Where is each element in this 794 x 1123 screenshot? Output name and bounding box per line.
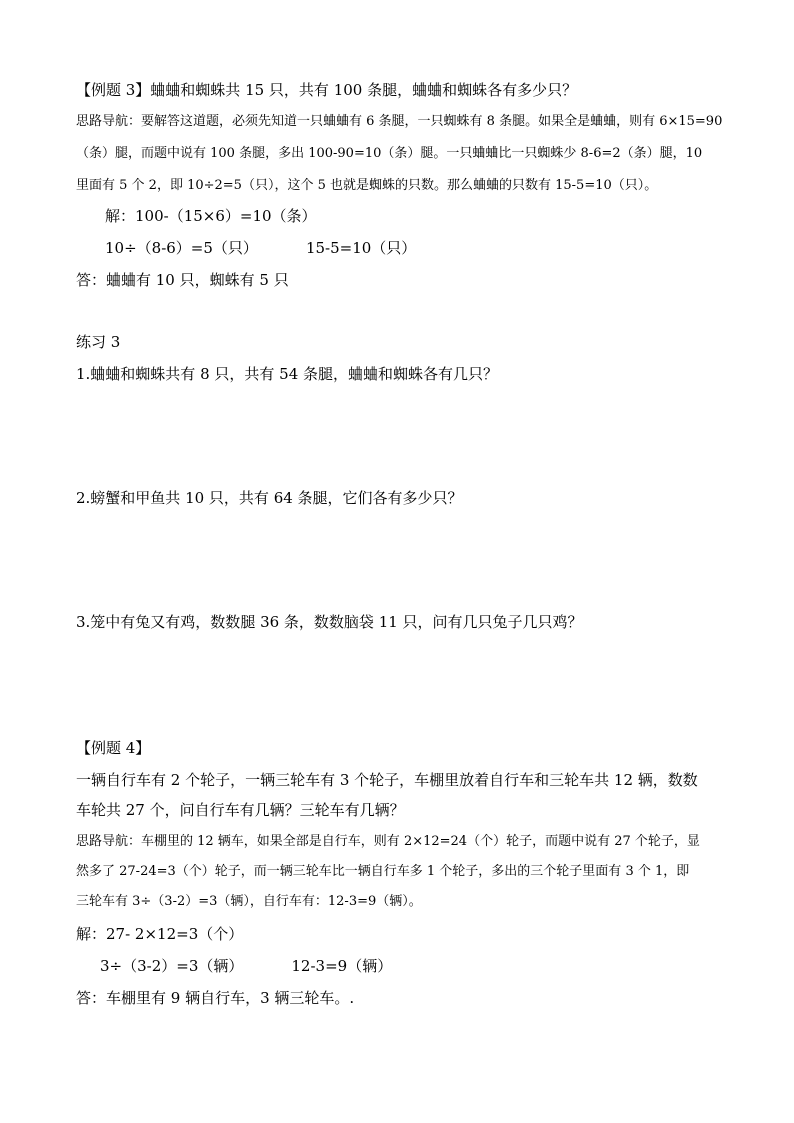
example4-hint-line-1: 思路导航：车棚里的 12 辆车，如果全部是自行车，则有 2×12=24（个）轮子，而题中说有 27 个轮子，显	[76, 834, 700, 849]
practice3-title: 练习 3	[76, 333, 121, 351]
example3-solution-step-2b: 15-5=10（只）	[305, 239, 417, 257]
example4-solution-step-2a: 3÷（3-2）=3（辆）	[100, 957, 244, 975]
example3-hint-line-1: 思路导航：要解答这道题，必须先知道一只蛐蛐有 6 条腿，一只蜘蛛有 8 条腿。如果全是蛐蛐，则有 6×15=90	[76, 114, 723, 129]
example4-hint-line-2: 然多了 27-24=3（个）轮子，而一辆三轮车比一辆自行车多 1 个轮子，多出的三个轮子里面有 3 个 1，即	[76, 864, 690, 879]
example3-solution-step-2a: 10÷（8-6）=5（只）	[105, 239, 258, 257]
example4-solution-step-2b: 12-3=9（辆）	[291, 957, 393, 975]
example4-title: 【例题 4】	[76, 739, 151, 757]
example3-hint-line-2: （条）腿，而题中说有 100 条腿，多出 100-90=10（条）腿。一只蛐蛐比一只蜘蛛少 8-6=2（条）腿，10	[76, 146, 703, 161]
example4-problem-line-2: 车轮共 27 个，问自行车有几辆？三轮车有几辆？	[76, 801, 405, 819]
example3-answer: 答：蛐蛐有 10 只，蜘蛛有 5 只	[76, 271, 289, 289]
example4-hint-line-3: 三轮车有 3÷（3-2）=3（辆），自行车有：12-3=9（辆）。	[76, 894, 422, 909]
example3-solution-line-2	[105, 238, 416, 258]
practice3-question-2: 2.螃蟹和甲鱼共 10 只，共有 64 条腿，它们各有多少只？	[76, 489, 463, 507]
example4-solution-line-2	[100, 956, 392, 976]
example4-problem-line-1: 一辆自行车有 2 个轮子，一辆三轮车有 3 个轮子，车棚里放着自行车和三轮车共 12 辆，数数	[76, 771, 698, 789]
example4-solution-line-1: 解：27- 2×12=3（个）	[76, 925, 244, 943]
practice3-question-3: 3.笼中有兔又有鸡，数数腿 36 条，数数脑袋 11 只，问有几只兔子几只鸡？	[76, 613, 583, 631]
example3-solution-line-1: 解：100-（15×6）=10（条）	[105, 207, 317, 225]
example3-title: 【例题 3】蛐蛐和蜘蛛共 15 只，共有 100 条腿，蛐蛐和蜘蛛各有多少只？	[76, 81, 578, 99]
example3-hint-line-3: 里面有 5 个 2，即 10÷2=5（只），这个 5 也就是蜘蛛的只数。那么蛐蛐的只数有 15-5=10（只）。	[76, 178, 658, 193]
practice3-question-1: 1.蛐蛐和蜘蛛共有 8 只，共有 54 条腿，蛐蛐和蜘蛛各有几只？	[76, 365, 499, 383]
example4-answer: 答：车棚里有 9 辆自行车，3 辆三轮车。.	[76, 989, 355, 1007]
